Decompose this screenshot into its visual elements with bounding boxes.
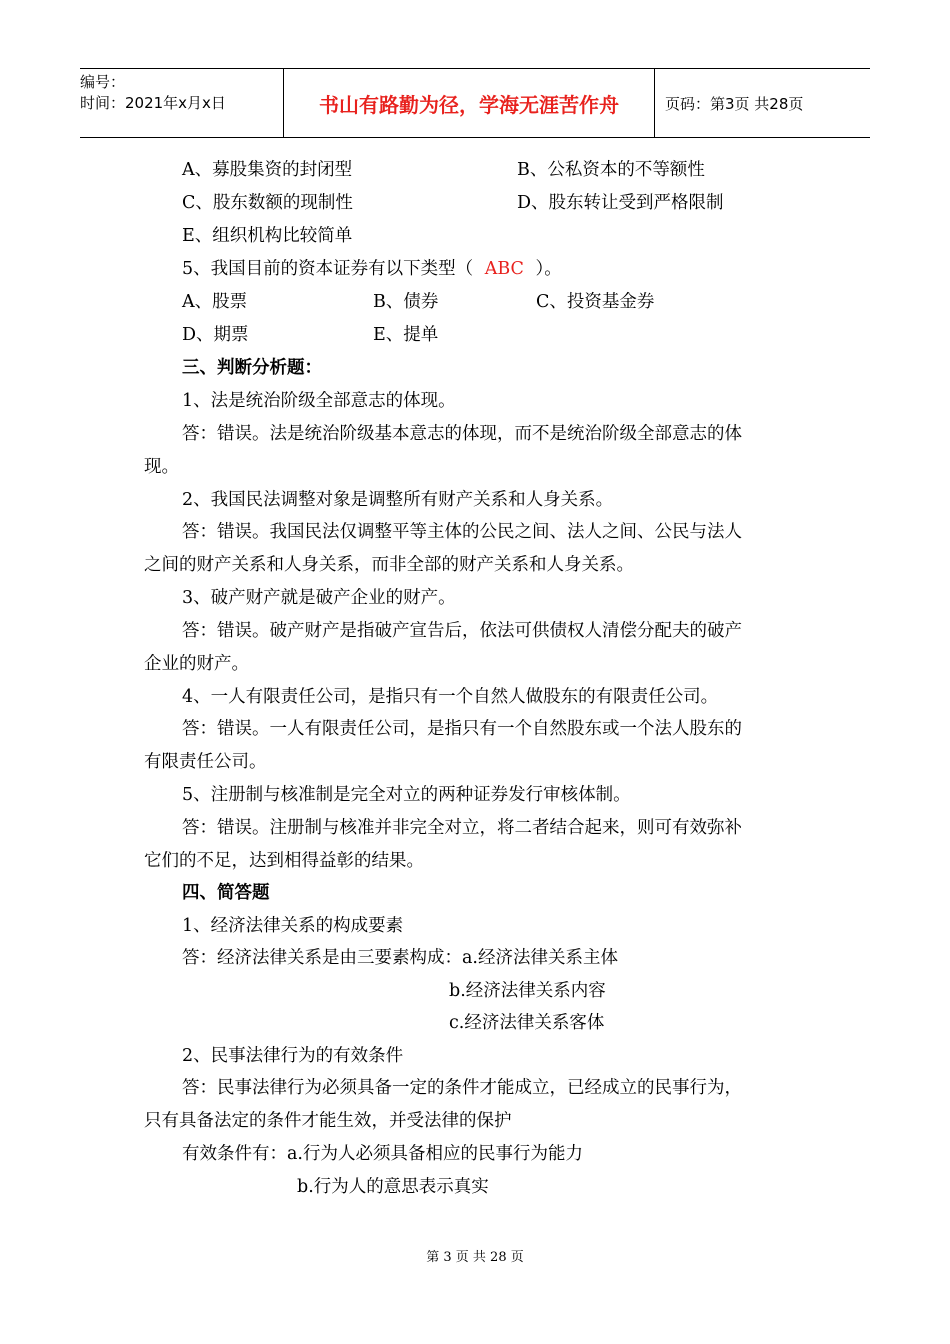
s3-question-4: 4、一人有限责任公司，是指只有一个自然人做股东的有限责任公司。: [182, 687, 719, 707]
option-b: B、公私资本的不等额性: [517, 160, 705, 180]
q5-option-d: D、期票: [182, 325, 249, 345]
option-a: A、募股集资的封闭型: [182, 160, 353, 180]
s3-answer-4-line-1: 答：错误。一人有限责任公司，是指只有一个自然股东或一个法人股东的: [182, 719, 742, 739]
s3-question-5: 5、注册制与核准制是完全对立的两种证券发行审核体制。: [182, 785, 631, 805]
q5-option-c: C、投资基金券: [536, 292, 655, 312]
s4-answer-1-line-1: 答：经济法律关系是由三要素构成：a.经济法律关系主体: [182, 948, 618, 968]
s3-answer-2-line-2: 之间的财产关系和人身关系，而非全部的财产关系和人身关系。: [144, 555, 634, 575]
s4-answer-2-line-4: b.行为人的意思表示真实: [297, 1177, 489, 1197]
question-5-answer: ABC: [484, 259, 524, 279]
s4-answer-2-line-3: 有效条件有：a.行为人必须具备相应的民事行为能力: [182, 1144, 583, 1164]
page-header: [80, 68, 870, 138]
s4-question-2: 2、民事法律行为的有效条件: [182, 1046, 404, 1066]
option-d: D、股东转让受到严格限制: [517, 193, 724, 213]
s3-question-2: 2、我国民法调整对象是调整所有财产关系和人身关系。: [182, 490, 614, 510]
page-footer: 第 3 页 共 28 页: [426, 1250, 524, 1265]
s4-answer-2-line-1: 答：民事法律行为必须具备一定的条件才能成立，已经成立的民事行为，: [182, 1078, 742, 1098]
q5-option-a: A、股票: [182, 292, 248, 312]
header-date-label: 时间：2021年x月x日: [80, 94, 226, 112]
header-motto: 书山有路勤为径，学海无涯苦作舟: [283, 69, 655, 137]
q5-option-e: E、提单: [373, 325, 439, 345]
q5-option-b: B、债券: [373, 292, 439, 312]
question-5-stem-end: ）。: [535, 259, 562, 279]
option-e: E、组织机构比较简单: [182, 226, 353, 246]
option-c: C、股东数额的现制性: [182, 193, 353, 213]
question-5-stem: 5、我国目前的资本证券有以下类型（: [182, 259, 474, 279]
s3-answer-3-line-2: 企业的财产。: [144, 654, 249, 674]
header-number-label: 编号：: [80, 73, 126, 91]
s3-answer-5-line-1: 答：错误。注册制与核准并非完全对立，将二者结合起来，则可有效弥补: [182, 818, 742, 838]
question-5: [182, 257, 562, 281]
s3-answer-5-line-2: 它们的不足，达到相得益彰的结果。: [144, 851, 424, 871]
s3-answer-4-line-2: 有限责任公司。: [144, 752, 267, 772]
s4-answer-1-line-2: b.经济法律关系内容: [449, 981, 606, 1001]
s3-answer-2-line-1: 答：错误。我国民法仅调整平等主体的公民之间、法人之间、公民与法人: [182, 522, 742, 542]
s4-answer-2-line-2: 只有具备法定的条件才能生效，并受法律的保护: [144, 1111, 512, 1131]
section-4-title: 四、简答题: [182, 883, 270, 903]
section-3-title: 三、判断分析题：: [182, 358, 322, 378]
s3-question-3: 3、破产财产就是破产企业的财产。: [182, 588, 456, 608]
s3-question-1: 1、法是统治阶级全部意志的体现。: [182, 391, 456, 411]
header-meta: [80, 69, 283, 137]
header-page-label: 页码：第3页 共28页: [665, 94, 804, 113]
s3-answer-1-line-2: 现。: [144, 457, 179, 477]
s3-answer-3-line-1: 答：错误。破产财产是指破产宣告后，依法可供债权人清偿分配夫的破产: [182, 621, 742, 641]
s3-answer-1-line-1: 答：错误。法是统治阶级基本意志的体现，而不是统治阶级全部意志的体: [182, 424, 742, 444]
s4-question-1: 1、经济法律关系的构成要素: [182, 916, 404, 936]
s4-answer-1-line-3: c.经济法律关系客体: [449, 1013, 605, 1033]
